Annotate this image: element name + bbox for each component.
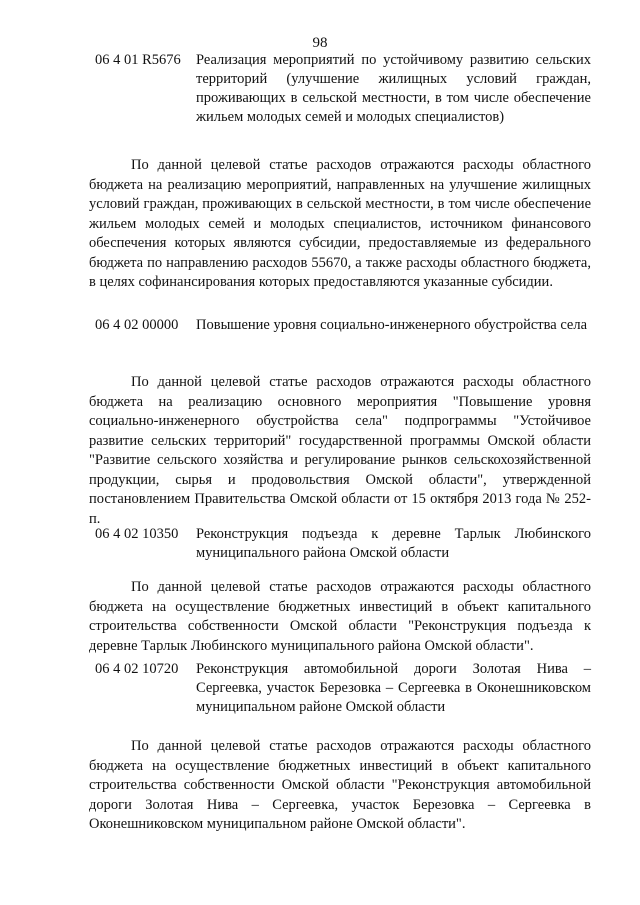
budget-entry-heading bbox=[95, 316, 591, 335]
entry-title: Реализация мероприятий по устойчивому развитию сельских территорий (улучшение жилищных условий граждан, проживающих в сельской местности, в том числе обеспечение жильем молодых семей и молодых специалистов) bbox=[196, 52, 591, 125]
entry-description: По данной целевой статье расходов отражаются расходы областного бюджета на осуществление бюджетных инвестиций в объект капитального строительства собственности Омской области "Реконструкция автомобильной дороги Золотая Нива – Сергеевка, участок Березовка – Сергеевка в Оконешниковском муниципальном районе Омской области". bbox=[89, 738, 591, 832]
budget-entry-heading bbox=[95, 51, 591, 127]
page-number: 98 bbox=[312, 35, 328, 51]
budget-code: 06 4 02 10720 bbox=[95, 661, 179, 677]
entry-title: Повышение уровня социально-инженерного обустройства села bbox=[196, 317, 588, 333]
budget-code: 06 4 01 R5676 bbox=[95, 52, 181, 68]
budget-code: 06 4 02 10350 bbox=[95, 526, 179, 542]
budget-entry-heading bbox=[95, 525, 591, 563]
entry-title: Реконструкция автомобильной дороги Золотая Нива – Сергеевка, участок Березовка – Сергеевка в Оконешниковском муниципальном районе Омской области bbox=[196, 661, 591, 715]
entry-title: Реконструкция подъезда к деревне Тарлык Любинского муниципального района Омской области bbox=[196, 526, 591, 561]
entry-description: По данной целевой статье расходов отражаются расходы областного бюджета на осуществление бюджетных инвестиций в объект капитального строительства собственности Омской области "Реконструкция подъезда к деревне Тарлык Любинского муниципального района Омской области". bbox=[89, 579, 591, 654]
entry-description: По данной целевой статье расходов отражаются расходы областного бюджета на реализацию мероприятий, направленных на улучшение жилищных условий граждан, проживающих в сельской местности, в том числе обеспечение жильем молодых семей и молодых специалистов, источником финансового обеспечения которых являются субсидии, предоставляемые из федерального бюджета по направлению расходов 55670, а также расходы областного бюджета, в целях софинансирования которых предоставляются указанные субсидии. bbox=[89, 157, 591, 290]
budget-code: 06 4 02 00000 bbox=[95, 317, 179, 333]
entry-description: По данной целевой статье расходов отражаются расходы областного бюджета на реализацию основного мероприятия "Повышение уровня социально-инженерного обустройства села" подпрограммы "Устойчивое развитие сельских территорий" государственной программы Омской области "Развитие сельского хозяйства и регулирование рынков сельскохозяйственной продукции, сырья и продовольствия Омской области", утвержденной постановлением Правительства Омской области от 15 октября 2013 года № 252-п. bbox=[89, 374, 591, 527]
budget-entry-heading bbox=[95, 660, 591, 717]
